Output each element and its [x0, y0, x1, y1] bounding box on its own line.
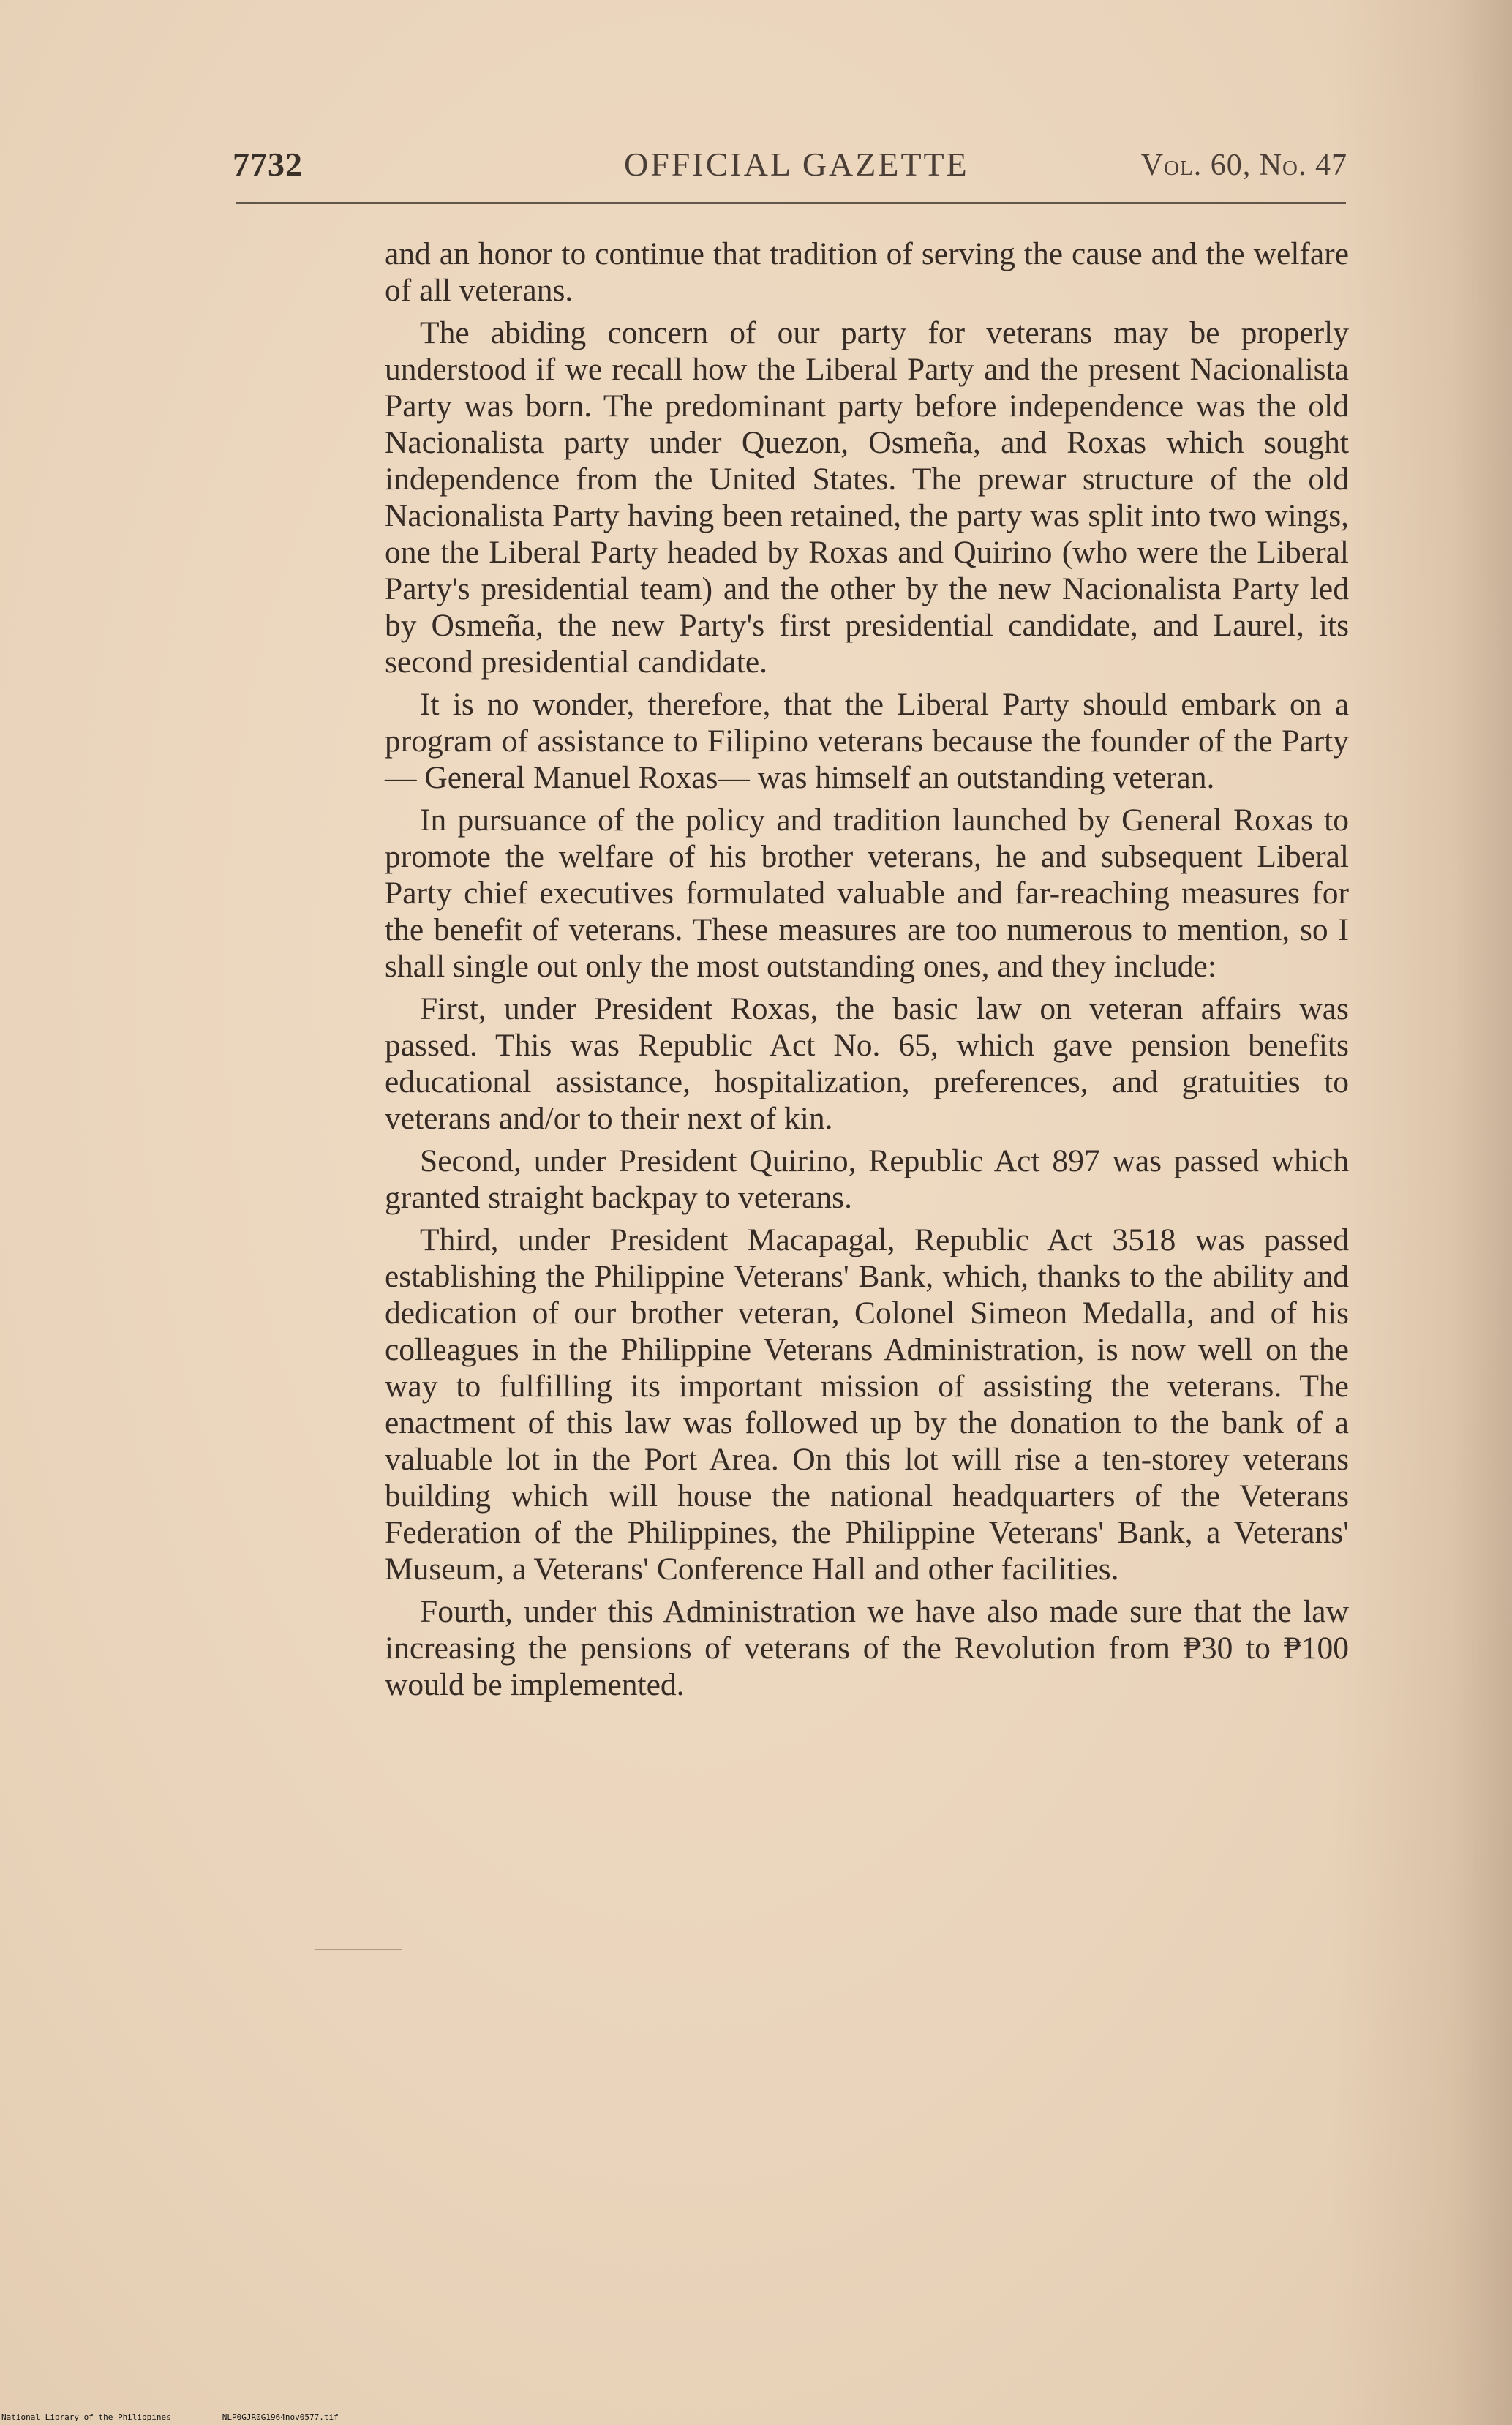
margin-pencil-mark	[315, 1949, 402, 1950]
paragraph-third-measure: Third, under President Macapagal, Republic Act 3518 was passed establishing the Philippine Veterans' Bank, which, thanks to the ability and dedication of our brother veteran, Colonel Simeon Medalla, and of his colleagues in the Philippine Veterans Administration, is now well on the way to fulfilling its important mission of assisting the veterans. The enactment of this law was followed up by the donation to the bank of a valuable lot in the Port Area. On this lot will rise a ten-storey veterans building which will house the national headquarters of the Veterans Federation of the Philippines, the Philippine Veterans' Bank, a Veterans' Museum, a Veterans' Conference Hall and other facilities.	[385, 1222, 1349, 1587]
paragraph-continuation: and an honor to continue that tradition of serving the cause and the welfare of all veterans.	[385, 236, 1349, 308]
scan-footer	[1, 2413, 390, 2422]
scan-filename: NLP0GJR0G1964nov0577.tif	[222, 2413, 339, 2422]
paragraph-second-measure: Second, under President Quirino, Republic Act 897 was passed which granted straight backpay to veterans.	[385, 1143, 1349, 1215]
header-rule	[236, 202, 1346, 204]
library-credit: National Library of the Philippines	[1, 2413, 171, 2422]
article-body	[385, 236, 1349, 1709]
paragraph-first-measure: First, under President Roxas, the basic law on veteran affairs was passed. This was Republic Act No. 65, which gave pension benefits educational assistance, hospitalization, preferences, and gratuities to veterans and/or to their next of kin.	[385, 991, 1349, 1136]
paragraph-liberal-program: It is no wonder, therefore, that the Liberal Party should embark on a program of assistance to Filipino veterans because the founder of the Party— General Manuel Roxas— was himself an outstanding veteran.	[385, 687, 1349, 795]
page-number: 7732	[233, 146, 303, 183]
volume-number: Vol. 60, No. 47	[1140, 148, 1347, 182]
page-header	[233, 145, 1347, 196]
paragraph-fourth-measure: Fourth, under this Administration we have also made sure that the law increasing the pensions of veterans of the Revolution from ₱30 to ₱100 would be implemented.	[385, 1594, 1349, 1702]
publication-title: OFFICIAL GAZETTE	[624, 146, 969, 183]
paragraph-party-history: The abiding concern of our party for veterans may be properly understood if we recall how the Liberal Party and the present Nacionalista Party was born. The predominant party before independence was the old Nacionalista party under Quezon, Osmeña, and Roxas which sought independence from the United States. The prewar structure of the old Nacionalista Party having been retained, the party was split into two wings, one the Liberal Party headed by Roxas and Quirino (who were the Liberal Party's presidential team) and the other by the new Nacionalista Party led by Osmeña, the new Party's first presidential candidate, and Laurel, its second presidential candidate.	[385, 315, 1349, 680]
paragraph-policy-pursuance: In pursuance of the policy and tradition launched by General Roxas to promote the welfare of his brother veterans, he and subsequent Liberal Party chief executives formulated valuable and far-reaching measures for the benefit of veterans. These measures are too numerous to mention, so I shall single out only the most outstanding ones, and they include:	[385, 802, 1349, 984]
